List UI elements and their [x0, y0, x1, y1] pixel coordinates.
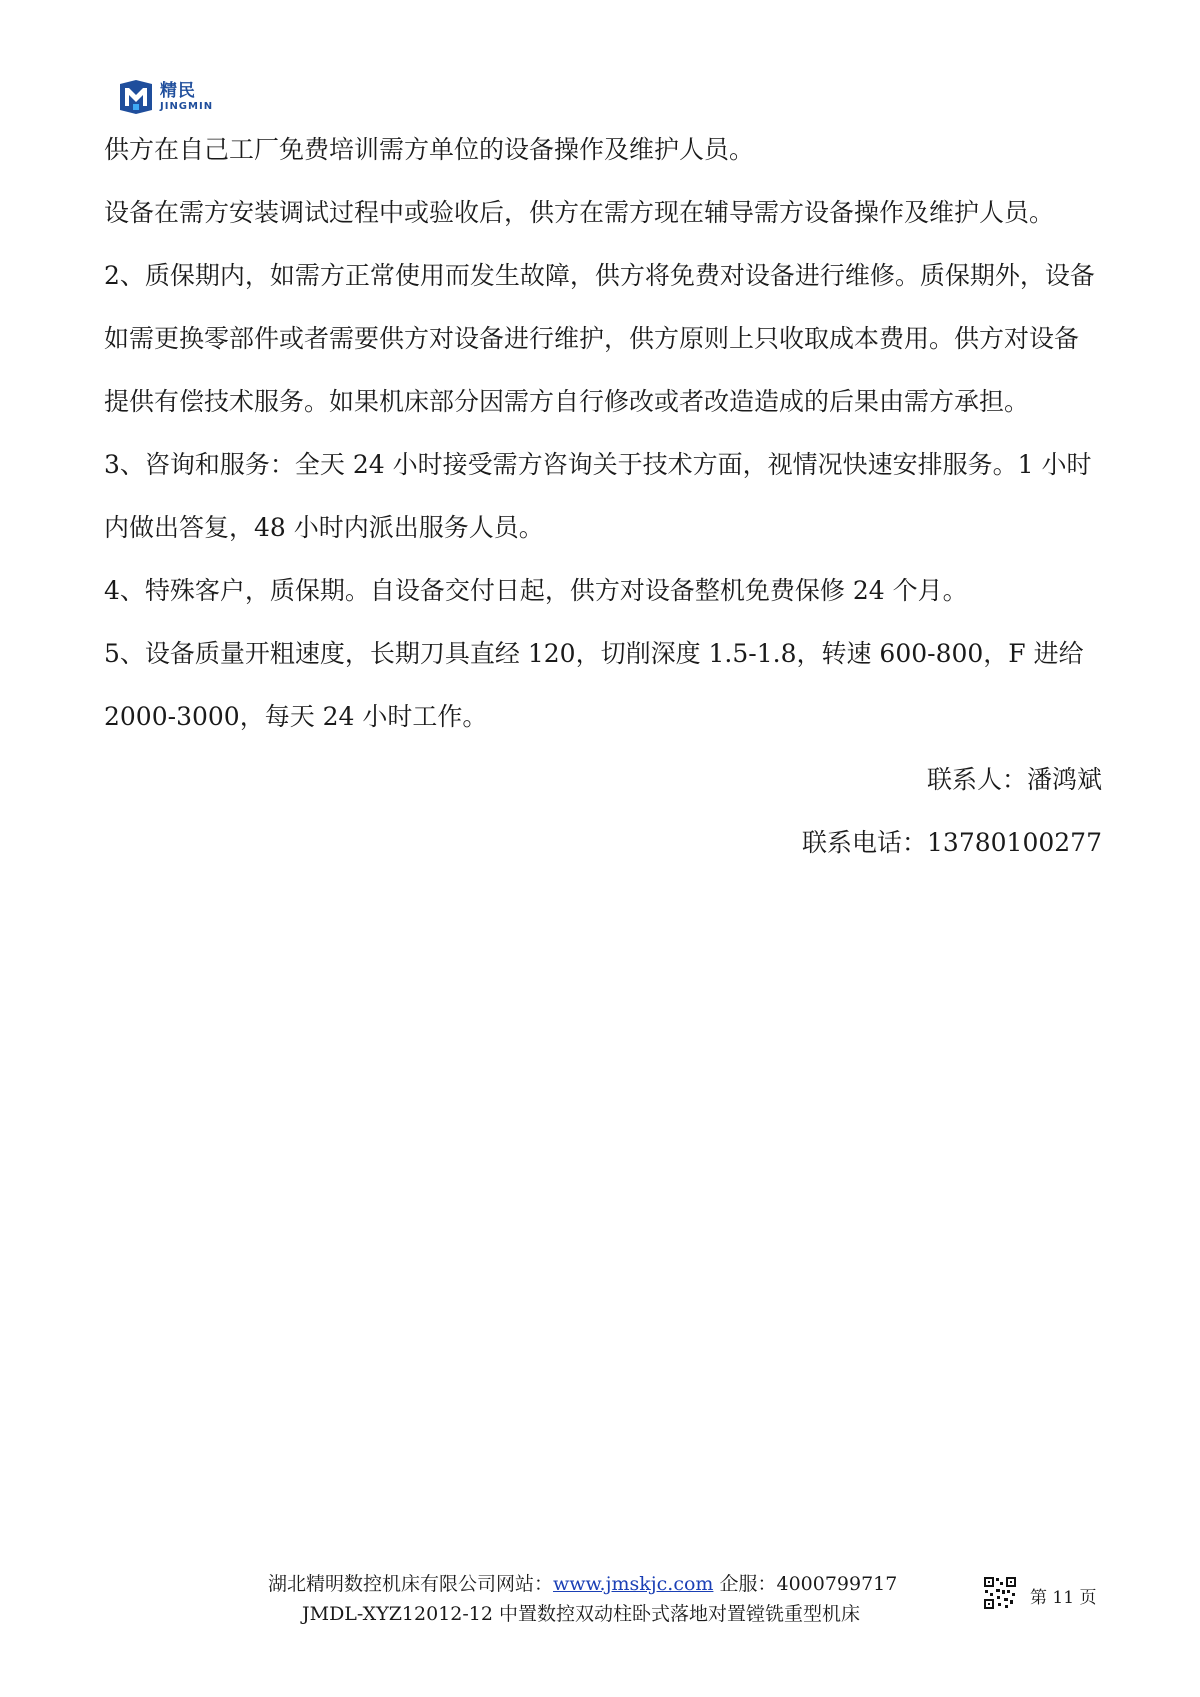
contact-person: 联系人：潘鸿斌: [926, 765, 1102, 794]
footer-company-line: [268, 1570, 897, 1598]
logo-english-name: JINGMIN: [160, 100, 214, 112]
paragraph-quality: 5、设备质量开粗速度，长期刀具直经 120，切削深度 1.5-1.8，转速 600-800，F 进给 2000-3000，每天 24 小时工作。: [104, 639, 1084, 731]
footer-model-line: JMDL-XYZ12012-12 中置数控双动柱卧式落地对置镗铣重型机床: [302, 1603, 861, 1625]
company-logo: [116, 80, 213, 114]
document-body: [104, 118, 1102, 874]
paragraph-consulting: 3、咨询和服务：全天 24 小时接受需方咨询关于技术方面，视情况快速安排服务。1 小时内做出答复，48 小时内派出服务人员。: [104, 450, 1092, 542]
paragraph-onsite-guidance: 设备在需方安装调试过程中或验收后，供方在需方现在辅导需方设备操作及维护人员。: [104, 198, 1055, 227]
paragraph-warranty: 2、质保期内，如需方正常使用而发生故障，供方将免费对设备进行维修。质保期外，设备如需更换零部件或者需要供方对设备进行维护，供方原则上只收取成本费用。供方对设备提供有偿技术服务。如果机床部分因需方自行修改或者改造造成的后果由需方承担。: [104, 261, 1095, 416]
footer-company: 湖北精明数控机床有限公司网站：: [268, 1573, 554, 1595]
paragraph-training: 供方在自己工厂免费培训需方单位的设备操作及维护人员。: [104, 135, 755, 164]
jingmin-logo-icon: [116, 80, 156, 114]
qr-code-icon: [983, 1576, 1017, 1610]
footer-service-phone: 企服：4000799717: [713, 1573, 898, 1595]
contact-phone: 联系电话：13780100277: [802, 828, 1102, 857]
page-number: 第 11 页: [1030, 1588, 1097, 1608]
paragraph-special-customer: 4、特殊客户，质保期。自设备交付日起，供方对设备整机免费保修 24 个月。: [104, 576, 968, 605]
logo-chinese-name: 精民: [160, 80, 196, 101]
website-link[interactable]: www.jmskjc.com: [553, 1573, 714, 1595]
